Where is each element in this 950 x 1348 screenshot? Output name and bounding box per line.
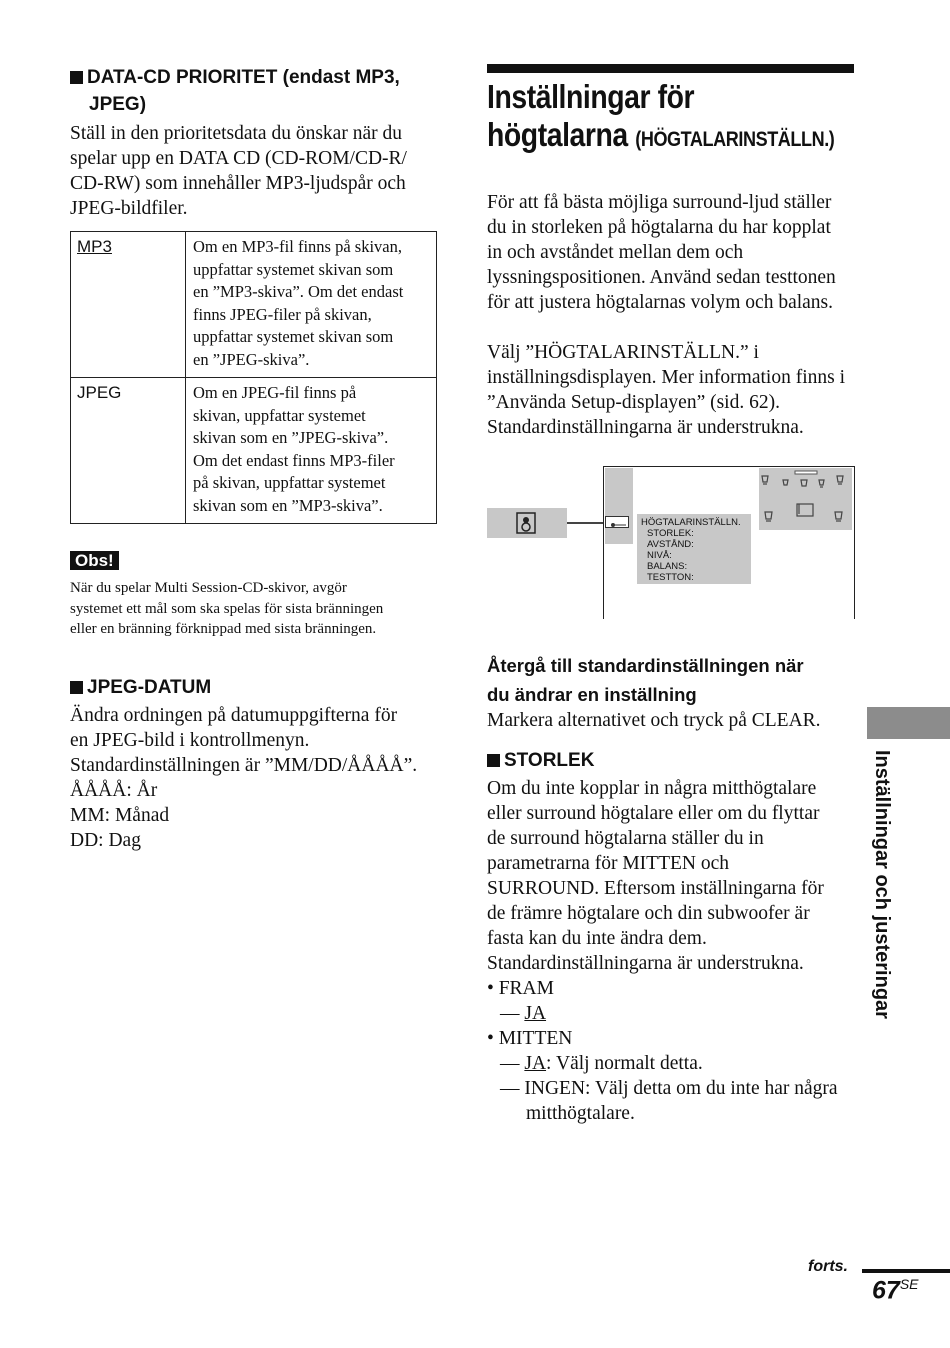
text-line: lyssningspositionen. Använd sedan testtonen <box>487 267 836 288</box>
setup-display-illustration <box>487 466 854 618</box>
square-bullet-icon <box>70 71 83 84</box>
title-rule <box>487 64 854 73</box>
text-line: skivan som en ”JPEG-skiva”. <box>193 428 389 447</box>
storlek-description <box>487 776 838 1126</box>
speaker-setup-icon <box>487 508 567 538</box>
text-line: på skivan, uppfattar systemet <box>193 473 386 492</box>
text-line: spelar upp en DATA CD (CD-ROM/CD-R/ <box>70 148 407 169</box>
text-line: Välj ”HÖGTALARINSTÄLLN.” i <box>487 342 759 363</box>
speaker-layout-icon <box>759 468 852 530</box>
section-heading-jpeg-datum <box>70 674 211 701</box>
title-line: högtalarna <box>487 116 628 153</box>
title-line: Inställningar för <box>487 78 695 115</box>
dash: — <box>500 1053 520 1074</box>
intro-text <box>487 190 836 315</box>
side-tab-text: Inställningar och justeringar <box>871 750 893 1019</box>
text-line: fasta kan du inte ändra dem. <box>487 928 707 949</box>
text-line: inställningsdisplayen. Mer information finns i <box>487 367 845 388</box>
text-line: ”Använda Setup-displayen” (sid. 62). <box>487 392 780 413</box>
osd-side-bar <box>605 468 633 544</box>
text-line: CD-RW) som innehåller MP3-ljudspår och <box>70 173 406 194</box>
text-line: du in storleken på högtalarna du har kopplat <box>487 217 831 238</box>
text-line: parametrarna för MITTEN och <box>487 853 730 874</box>
table-value <box>186 232 437 378</box>
continued-label: forts. <box>808 1258 848 1275</box>
text-line: systemet ett mål som ska spelas för sista bränningen <box>70 600 384 617</box>
list-item: • MITTEN <box>487 1028 573 1049</box>
side-tab-label <box>866 750 898 1060</box>
heading-text: DATA-CD PRIORITET (endast MP3, <box>87 67 400 88</box>
reset-heading <box>487 651 804 709</box>
square-bullet-icon <box>70 681 83 694</box>
text-line: MM: Månad <box>70 805 170 826</box>
osd-menu-item: AVSTÅND: <box>647 539 694 550</box>
text-line: Standardinställningarna är understrukna. <box>487 953 804 974</box>
data-cd-description <box>70 121 407 221</box>
list-subitem <box>487 1001 838 1026</box>
text-line: Standardinställningarna är understrukna. <box>487 417 804 438</box>
text-line: en JPEG-bild i kontrollmenyn. <box>70 730 310 751</box>
heading-text: STORLEK <box>504 750 595 771</box>
key-text: JPEG <box>77 383 122 402</box>
obs-label: Obs! <box>70 551 119 570</box>
osd-menu-item: STORLEK: <box>647 528 694 539</box>
text-line: du ändrar en inställning <box>487 684 697 705</box>
text-line: Om en MP3-fil finns på skivan, <box>193 237 402 256</box>
text-line: för att justera högtalarnas volym och balans. <box>487 292 834 313</box>
setup-icon-tab <box>487 508 567 538</box>
text-line: finns JPEG-filer på skivan, <box>193 304 372 324</box>
text-line: Ändra ordningen på datumuppgifterna för <box>70 705 398 726</box>
title-subtitle: (HÖGTALARINSTÄLLN.) <box>635 128 835 151</box>
page-title <box>487 78 865 159</box>
text-line: en ”JPEG-skiva”. <box>193 349 310 369</box>
text-line: Ställ in den prioritetsdata du önskar när du <box>70 123 402 144</box>
text-line: Om en JPEG-fil finns på <box>193 383 357 402</box>
heading-text: JPEG) <box>89 94 147 115</box>
dash: — <box>500 1003 520 1024</box>
page-number <box>872 1276 919 1305</box>
text-line: När du spelar Multi Session-CD-skivor, avgör <box>70 580 347 596</box>
obs-note <box>70 578 383 640</box>
text-line: de surround högtalarna ställer du in <box>487 828 764 849</box>
list-subitem <box>487 1051 838 1076</box>
default-value: JA <box>524 1003 547 1024</box>
table-row <box>71 378 437 524</box>
default-value: JA <box>524 1053 547 1074</box>
footer-rule <box>862 1269 950 1273</box>
list-subitem: mitthögtalare. <box>526 1103 635 1124</box>
text-line: eller surround högtalare eller om du flyttar <box>487 803 820 824</box>
table-key <box>71 378 186 524</box>
text-line: DD: Dag <box>70 830 141 851</box>
reset-text: Markera alternativet och tryck på CLEAR. <box>487 710 821 731</box>
key-text: MP3 <box>77 237 112 256</box>
heading-text: JPEG-DATUM <box>87 677 212 698</box>
square-bullet-icon <box>487 754 500 767</box>
table-value <box>186 378 437 524</box>
list-item: • FRAM <box>487 978 554 999</box>
section-heading-data-cd <box>70 64 400 118</box>
section-heading-storlek <box>487 747 594 774</box>
osd-menu-item: TESTTON: <box>647 572 694 583</box>
select-instructions <box>487 340 845 440</box>
osd-selected-icon <box>605 516 629 528</box>
text-line: skivan som en ”MP3-skiva”. <box>193 495 383 515</box>
osd-menu-item: BALANS: <box>647 561 688 572</box>
side-tab-marker <box>867 707 950 739</box>
obs-badge <box>70 550 119 572</box>
speaker-layout-panel <box>759 468 852 530</box>
text-line: uppfattar systemet skivan som <box>193 327 394 346</box>
text-line: eller en bränning förknippad med sista bränningen. <box>70 621 377 637</box>
list-subitem: — INGEN: Välj detta om du inte har några <box>500 1078 838 1099</box>
table-row <box>71 232 437 378</box>
text-line: en ”MP3-skiva”. Om det endast <box>193 282 404 301</box>
options-table <box>70 231 437 524</box>
osd-menu-title: HÖGTALARINSTÄLLN. <box>641 517 741 528</box>
page-suffix: SE <box>899 1276 919 1292</box>
text-line: in och avståndet mellan dem och <box>487 242 744 263</box>
connector-line <box>567 522 603 524</box>
text-line: Om du inte kopplar in några mitthögtalare <box>487 778 817 799</box>
text-line: Standardinställningen är ”MM/DD/ÅÅÅÅ”. <box>70 755 418 776</box>
text-line: Om det endast finns MP3-filer <box>193 450 395 470</box>
page-number-value: 67 <box>872 1276 900 1305</box>
text-line: SURROUND. Eftersom inställningarna för <box>487 878 824 899</box>
jpeg-datum-description <box>70 703 417 853</box>
text-line: För att få bästa möjliga surround-ljud ställer <box>487 192 832 213</box>
text-line: ÅÅÅÅ: År <box>70 780 158 801</box>
text-line: Återgå till standardinställningen när <box>487 655 804 676</box>
text-line: uppfattar systemet skivan som <box>193 259 394 279</box>
text-line: JPEG-bildfiler. <box>70 198 188 219</box>
osd-menu <box>637 514 751 584</box>
osd-menu-item: NIVÅ: <box>647 550 672 561</box>
text-line: de främre högtalare och din subwoofer är <box>487 903 810 924</box>
text-line: skivan, uppfattar systemet <box>193 405 366 425</box>
text-line: : Välj normalt detta. <box>546 1053 703 1074</box>
table-key <box>71 232 186 378</box>
